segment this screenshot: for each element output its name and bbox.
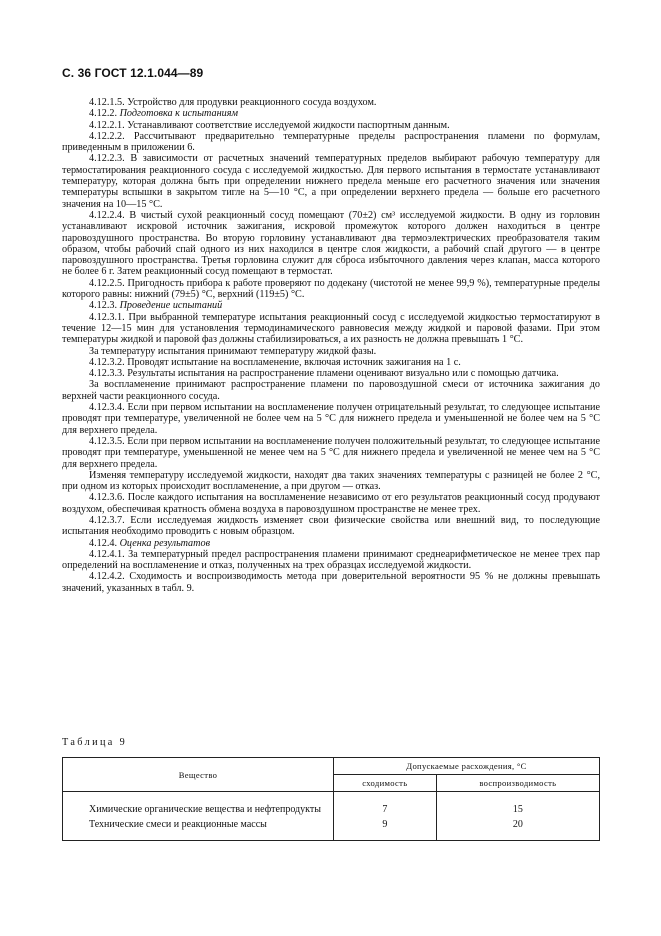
paragraph: 4.12.2.1. Устанавливают соответствие исследуемой жидкости паспортным данным. xyxy=(89,119,450,131)
paragraph: 4.12.3.3. Результаты испытания на распространение пламени оценивают визуально или с помощью датчика. xyxy=(89,368,559,380)
subheading-evaluation: Оценка результатов xyxy=(119,537,211,549)
paragraph: 4.12.3.6. После каждого испытания на воспламенение независимо от его результатов реакционный сосуд продувают воздухом, обеспечивая кратность обмена воздуха в паровоздушном пространстве не менее трех. xyxy=(62,492,600,515)
page-header: С. 36 ГОСТ 12.1.044—89 xyxy=(62,66,204,80)
section-heading: 4.12.3. Проведение испытаний xyxy=(89,300,223,312)
subheading-preparation: Подготовка к испытаниям xyxy=(119,108,239,120)
paragraph: За температуру испытания принимают температуру жидкой фазы. xyxy=(89,345,377,357)
section-heading: 4.12.4. Оценка результатов xyxy=(89,537,211,549)
cell-substance: Химические органические вещества и нефтепродукты xyxy=(63,792,334,818)
column-header-substance: Вещество xyxy=(63,758,334,792)
paragraph: 4.12.3.2. Проводят испытание на воспламенение, включая источник зажигания на 1 с. xyxy=(89,356,461,368)
table-row xyxy=(63,792,600,818)
paragraph: 4.12.2.5. Пригодность прибора к работе проверяют по додекану (чистотой не менее 99,9 %), температурные пределы которого равны: нижний (79±5) °С, верхний (119±5) °С. xyxy=(62,277,600,301)
paragraph: За воспламенение принимают распространение пламени по паровоздушной смеси от источника зажигания до верхней части реакционного сосуда. xyxy=(62,379,600,402)
cell-convergence: 9 xyxy=(334,817,437,841)
paragraph: 4.12.3.4. Если при первом испытании на воспламенение получен отрицательный результат, то следующее испытание проводят при температуре, увеличенной не более чем на 5 °С для нижнего предела и уменьшенной не более чем на 5 °С для верхнего предела. xyxy=(62,402,600,436)
paragraph: 4.12.1.5. Устройство для продувки реакционного сосуда воздухом. xyxy=(89,97,377,108)
table-row xyxy=(63,817,600,841)
table-caption: Таблица 9 xyxy=(62,737,128,748)
paragraph: 4.12.2.4. В чистый сухой реакционный сосуд помещают (70±2) см³ исследуемой жидкости. В одну из горловин устанавливают искровой источник зажигания, искровой промежуток которого должен находиться в центре паровоздушного пространства. Во вторую горловину устанавливают два термоэлектрических преобразователя таким образом, чтобы рабочий спай одного из них находился в центре слоя жидкости, а рабочий спай другого — в центре паровоздушного пространства. Третья горловина служит для сброса избыточного давления через клапан, масса которого не более 6 г. Затем реакционный сосуд помещают в термостат. xyxy=(62,209,600,278)
paragraph: 4.12.4.2. Сходимость и воспроизводимость метода при доверительной вероятности 95 % не должны превышать значений, указанных в табл. 9. xyxy=(62,571,600,594)
column-header-convergence: сходимость xyxy=(334,775,437,792)
column-header-reproducibility: воспроизводимость xyxy=(436,775,599,792)
cell-substance: Технические смеси и реакционные массы xyxy=(63,817,334,841)
paragraph: 4.12.3.7. Если исследуемая жидкость изменяет свои физические свойства или внешний вид, то последующие испытания необходимо проводить с новым образцом. xyxy=(62,514,600,538)
paragraph: 4.12.3.1. При выбранной температуре испытания реакционный сосуд с исследуемой жидкостью термостатируют в течение 12—15 мин для установления термодинамического равновесия между жидкой и паровой фазами. При этом температуры жидкой и паровой фаз должны стабилизироваться, а их разность не должна превышать 1 °С. xyxy=(62,311,600,346)
paragraph: 4.12.2.2. Рассчитывают предварительно температурные пределы распространения пламени по формулам, приведенным в приложении 6. xyxy=(62,130,600,154)
table-9 xyxy=(62,757,600,841)
cell-reproducibility: 15 xyxy=(512,804,523,815)
section-heading: 4.12.2. Подготовка к испытаниям xyxy=(89,108,239,120)
cell-reproducibility: 20 xyxy=(512,819,523,830)
paragraph: 4.12.3.5. Если при первом испытании на воспламенение получен положительный результат, то следующее испытание проводят при температуре, уменьшенной не менее чем на 5 °С для нижнего предела и увеличенной не менее чем на 5 °С для верхнего предела. xyxy=(62,435,600,470)
paragraph: Изменяя температуру исследуемой жидкости, находят два таких значениях температуры с разницей не более 2 °С, при одном из которых происходит воспламенение, а при другом — отказ. xyxy=(62,469,600,493)
subheading-conduct: Проведение испытаний xyxy=(119,300,223,312)
paragraph: 4.12.4.1. За температурный предел распространения пламени принимают среднеарифметическое не менее трех пар определений на воспламенение и отказ, полученных на трех образцах исследуемой жидкости. xyxy=(62,548,600,572)
cell-convergence: 7 xyxy=(334,792,437,818)
paragraph: 4.12.2.3. В зависимости от расчетных значений температурных пределов выбирают рабочую температуру для термостатирования реакционного сосуда с исследуемой жидкостью. Для первого испытания в термостате устанавливают температуру, которая должна быть при определении нижнего предела меньше его расчетного значения или значения температуры вспышки в закрытом тигле на 5—10 °С, а при определении верхнего предела — больше его расчетного значения на 10—15 °С. xyxy=(62,153,600,210)
document-body xyxy=(62,97,600,594)
column-header-group: Допускаемые расхождения, °С xyxy=(334,758,600,775)
